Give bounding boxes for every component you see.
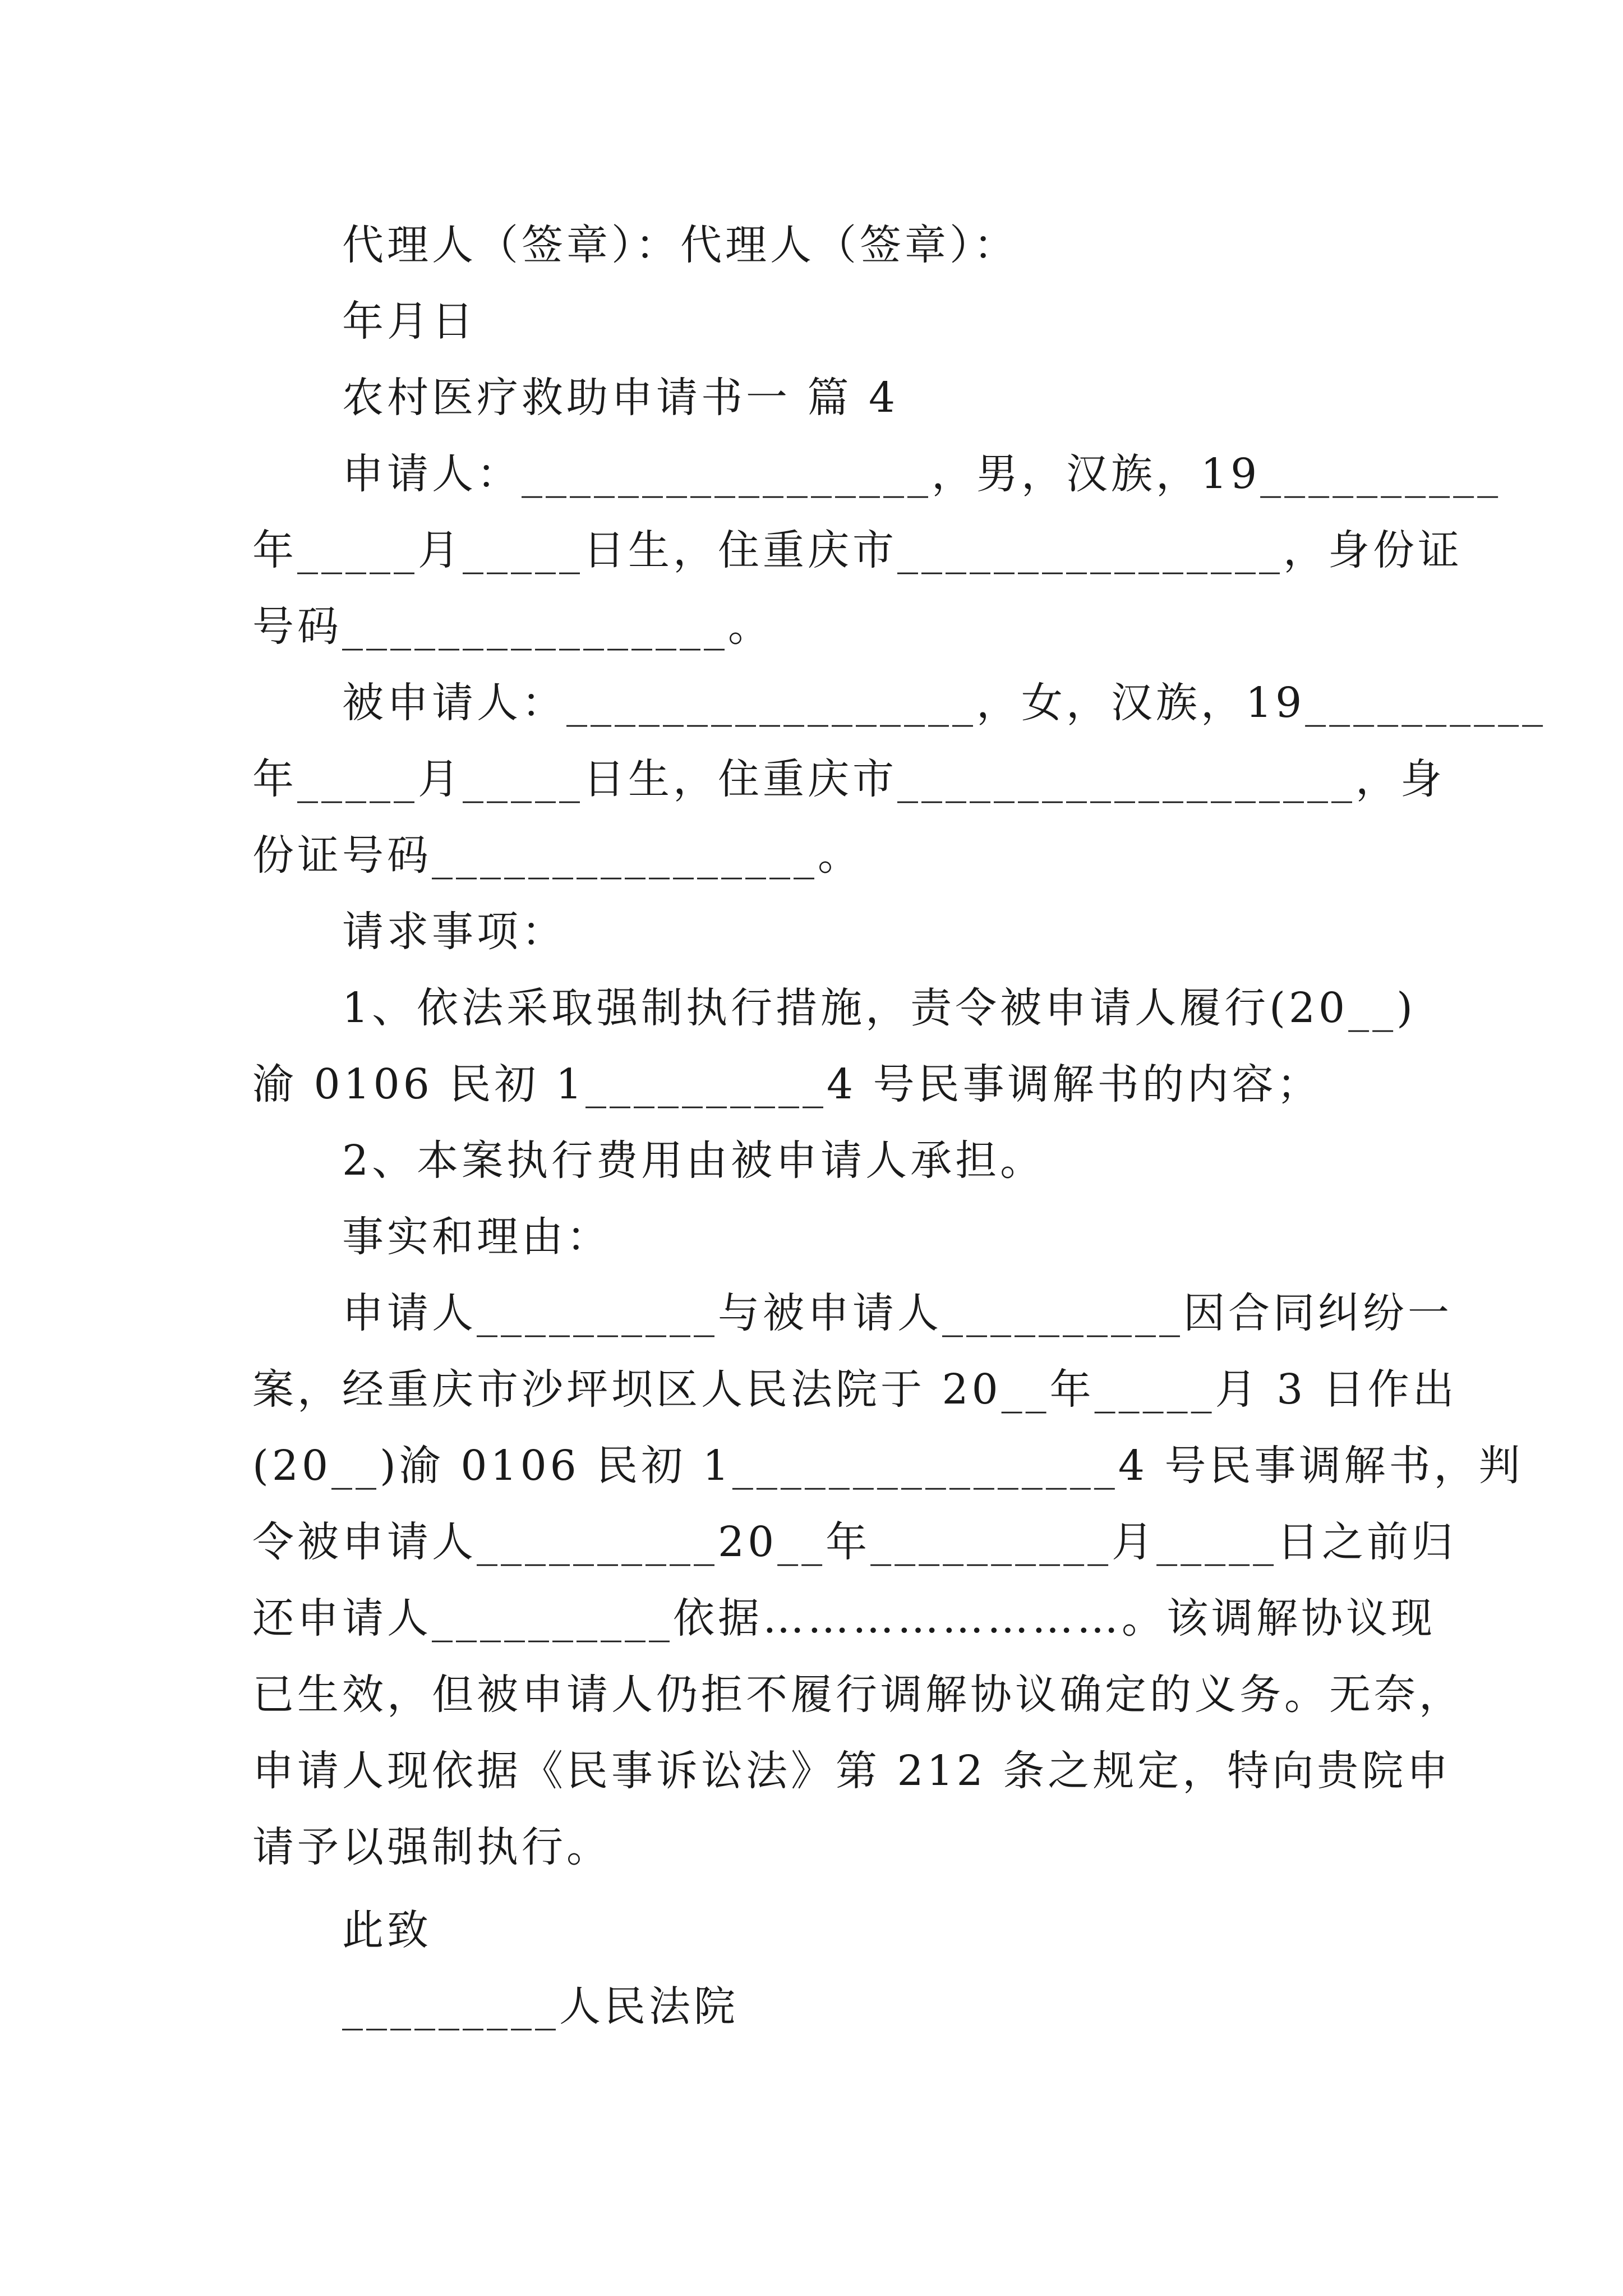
facts-line-6: 已生效，但被申请人仍拒不履行调解协议确定的义务。无奈， bbox=[252, 1671, 1464, 1719]
section-title: 农村医疗救助申请书一 篇 4 bbox=[342, 374, 899, 422]
claims-heading: 请求事项： bbox=[342, 908, 566, 956]
facts-line-2: 案，经重庆市沙坪坝区人民法院于 20__年_____月 3 日作出 bbox=[252, 1365, 1458, 1414]
facts-line-5: 还申请人__________依据……………………。该调解协议现 bbox=[252, 1594, 1436, 1642]
applicant-line-2: 年_____月_____日生，住重庆市________________，身份证 bbox=[252, 526, 1463, 574]
respondent-line-2: 年_____月_____日生，住重庆市___________________，身 bbox=[252, 755, 1445, 803]
court-addressee: _________人民法院 bbox=[342, 1982, 739, 2031]
claim-1-line-2: 渝 0106 民初 1__________4 号民事调解书的内容； bbox=[252, 1060, 1322, 1108]
facts-line-8: 请予以强制执行。 bbox=[252, 1823, 611, 1871]
facts-line-7: 申请人现依据《民事诉讼法》第 212 条之规定，特向贵院申 bbox=[252, 1747, 1452, 1795]
applicant-line-1: 申请人：_________________，男，汉族，19__________ bbox=[342, 450, 1502, 498]
respondent-line-3: 份证号码________________。 bbox=[252, 831, 863, 880]
document-page bbox=[252, 0, 1547, 2296]
respondent-line-1: 被申请人：_________________，女，汉族，19__________ bbox=[342, 679, 1547, 727]
date-line: 年月日 bbox=[342, 297, 477, 346]
closing-salutation: 此致 bbox=[342, 1906, 432, 1954]
signature-line: 代理人（签章）：代理人（签章）： bbox=[342, 221, 1018, 269]
claim-2: 2、本案执行费用由被申请人承担。 bbox=[342, 1137, 1045, 1185]
applicant-line-3: 号码________________。 bbox=[252, 602, 773, 651]
facts-line-1: 申请人__________与被申请人__________因合同纠纷一 bbox=[342, 1289, 1453, 1337]
claim-1-line-1: 1、依法采取强制执行措施，责令被申请人履行(20__) bbox=[342, 984, 1416, 1032]
facts-line-4: 令被申请人__________20__年__________月_____日之前归 bbox=[252, 1518, 1457, 1566]
facts-line-3: (20__)渝 0106 民初 1________________4 号民事调解书，判 bbox=[252, 1442, 1524, 1490]
facts-heading: 事实和理由： bbox=[342, 1213, 611, 1261]
